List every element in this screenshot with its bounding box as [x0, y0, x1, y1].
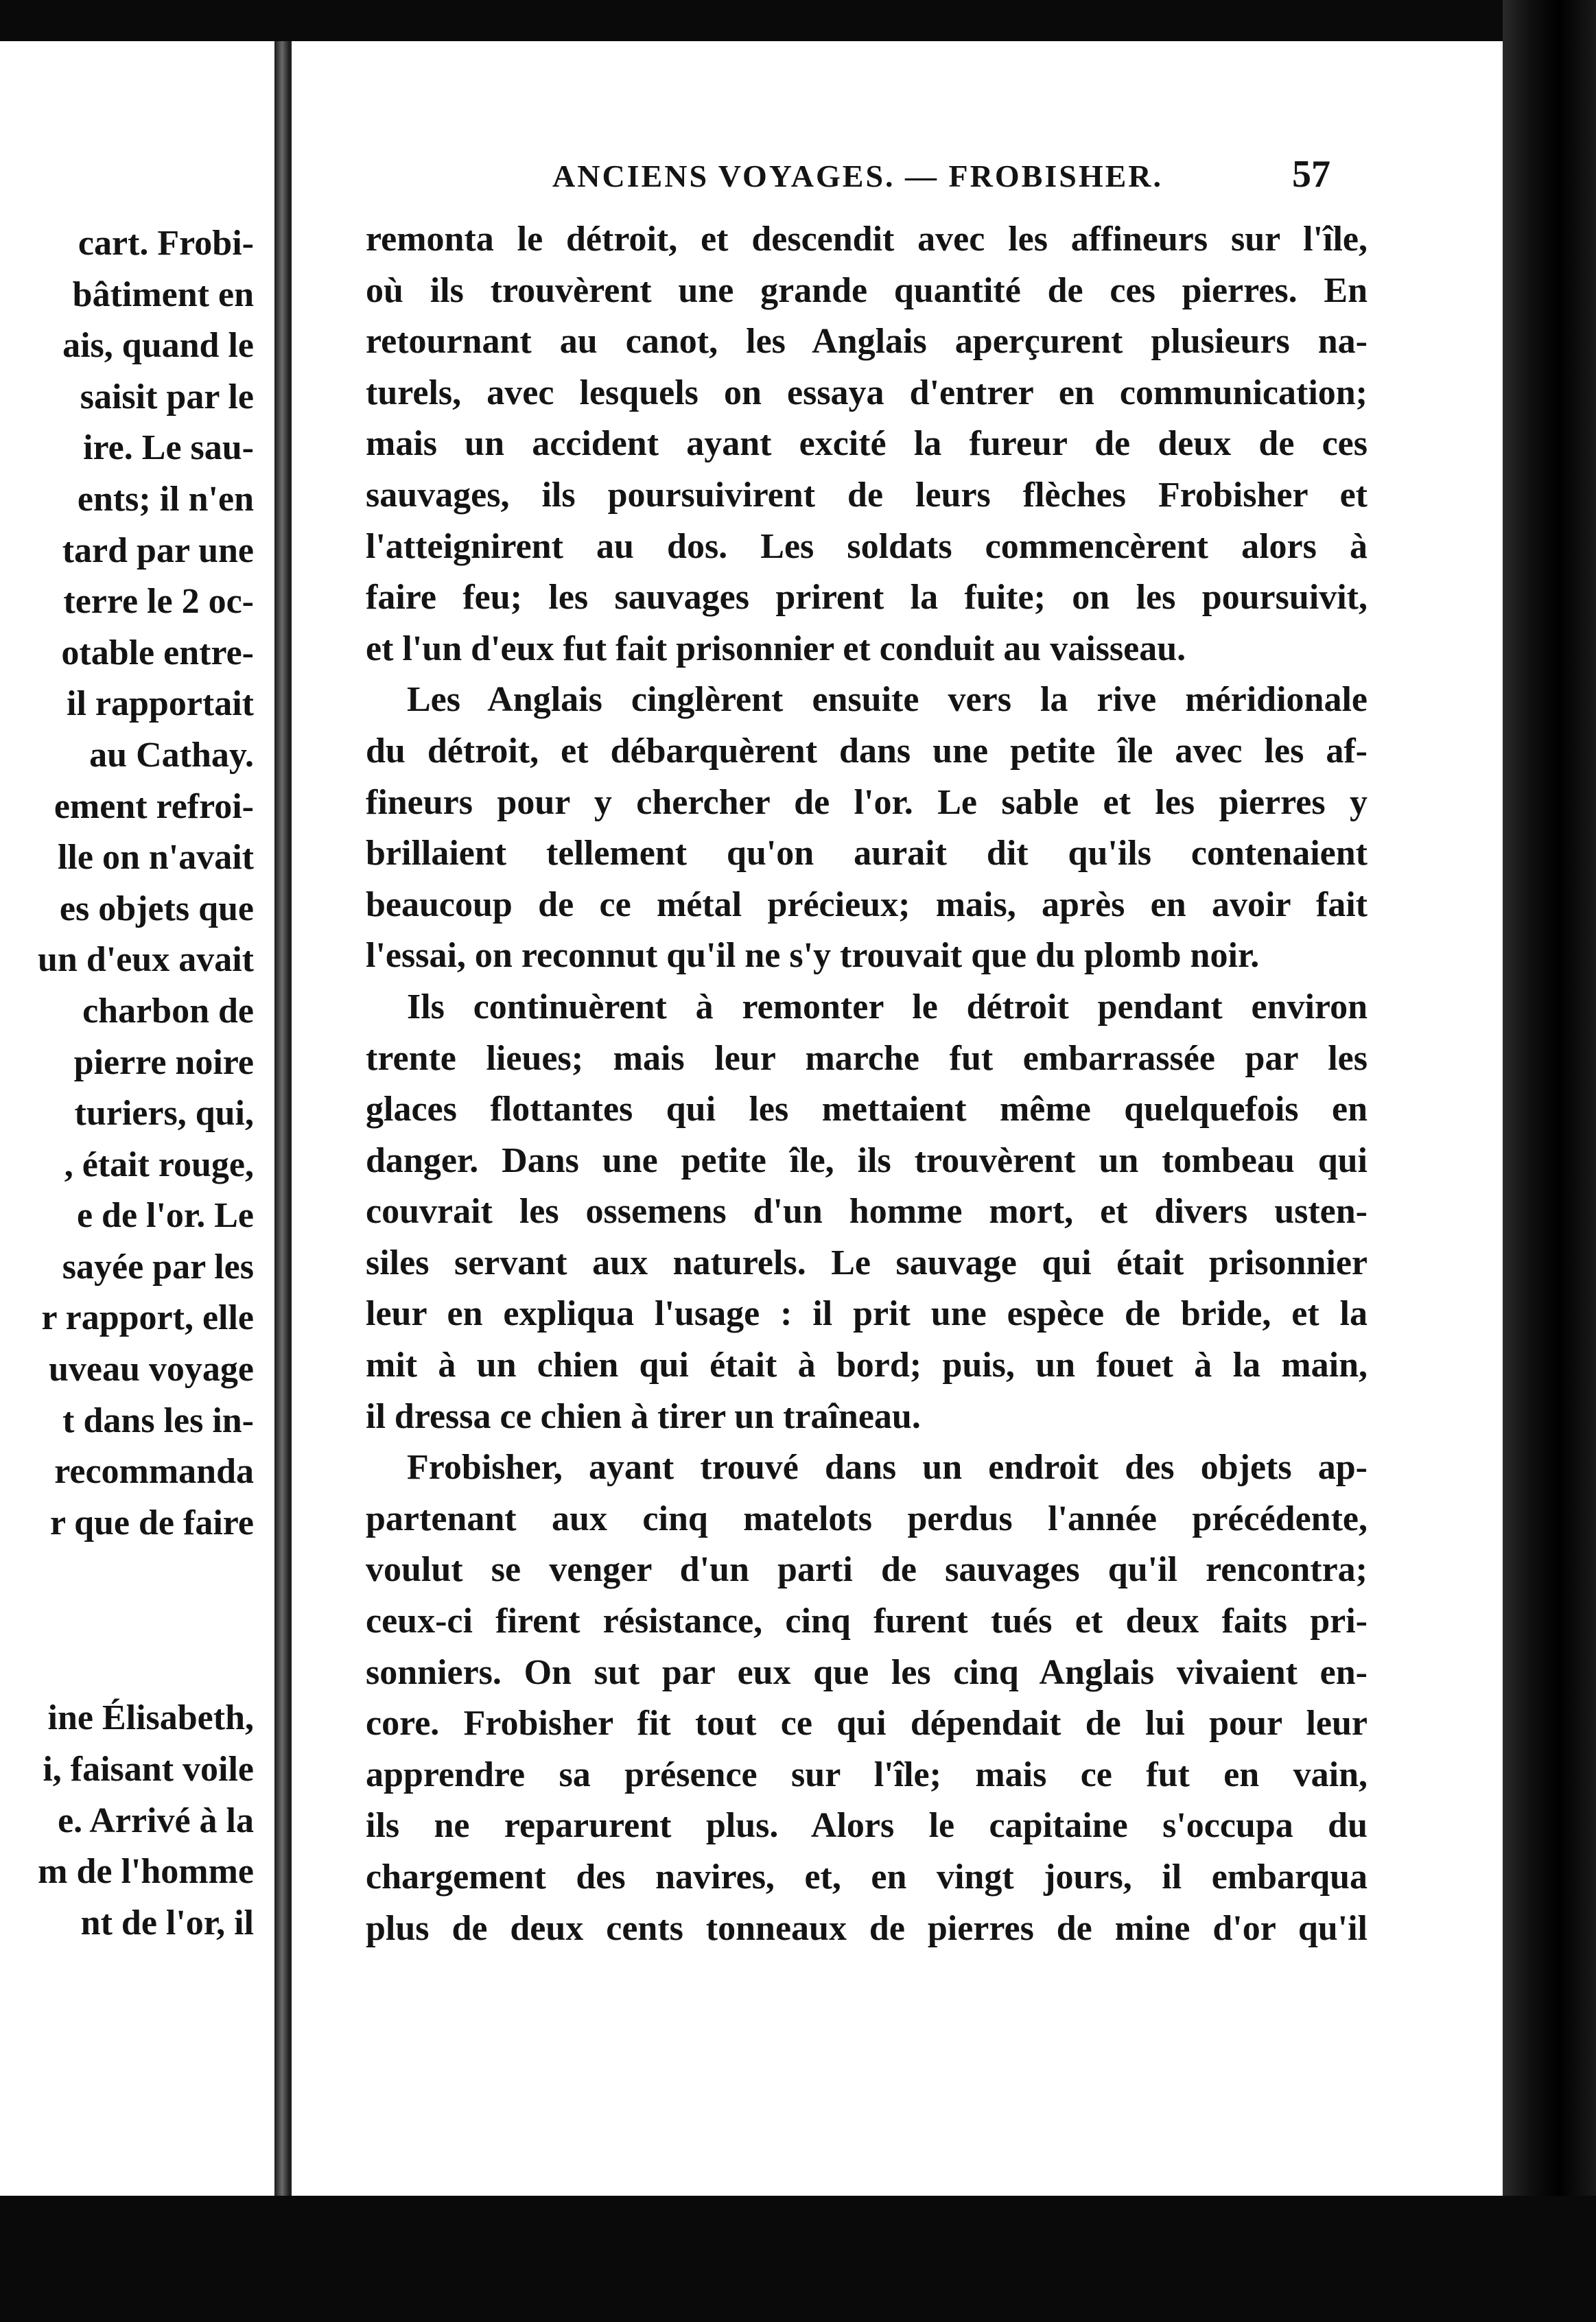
- left-text-line: charbon de: [82, 991, 254, 1031]
- left-text-line: recommanda: [54, 1452, 254, 1492]
- text-line: ceux-ci firent résistance, cinq furent tués et deux faits pri-: [366, 1602, 1368, 1641]
- text-line: trente lieues; mais leur marche fut embarrassée par les: [366, 1038, 1368, 1078]
- left-text-line: turiers, qui,: [74, 1094, 254, 1134]
- left-text-line: terre le 2 oc-: [63, 582, 254, 622]
- text-line: Ils continuèrent à remonter le détroit pendant environ: [407, 987, 1368, 1027]
- text-line: leur en expliqua l'usage : il prit une espèce de bride, et la: [366, 1294, 1368, 1334]
- text-line: glaces flottantes qui les mettaient même quelquefois en: [366, 1090, 1368, 1129]
- text-line: siles servant aux naturels. Le sauvage qui était prisonnier: [366, 1243, 1368, 1282]
- text-line: danger. Dans une petite île, ils trouvèrent un tombeau qui: [366, 1140, 1368, 1180]
- left-text-line: un d'eux avait: [38, 940, 254, 980]
- text-line: fineurs pour y chercher de l'or. Le sable et les pierres y: [366, 782, 1368, 822]
- body-text: [366, 214, 1368, 1954]
- left-text-line: r rapport, elle: [41, 1298, 254, 1338]
- left-text-line: ais, quand le: [62, 326, 254, 366]
- left-text-line: m de l'homme: [38, 1852, 254, 1892]
- text-line: Les Anglais cinglèrent ensuite vers la rive méridionale: [407, 680, 1368, 720]
- text-line: couvrait les ossemens d'un homme mort, et divers usten-: [366, 1192, 1368, 1232]
- page-number: 57: [1292, 153, 1330, 196]
- left-text-line: t dans les in-: [62, 1400, 254, 1440]
- text-line: retournant au canot, les Anglais aperçurent plusieurs na-: [366, 322, 1368, 362]
- left-text-line: es objets que: [59, 889, 254, 928]
- left-text-line: uveau voyage: [49, 1350, 254, 1389]
- text-line: turels, avec lesquels on essaya d'entrer en communication;: [366, 373, 1368, 412]
- text-line: remonta le détroit, et descendit avec les affineurs sur l'île,: [366, 220, 1368, 259]
- text-line: chargement des navires, et, en vingt jours, il embarqua: [366, 1857, 1368, 1897]
- book-gutter: [274, 41, 290, 2196]
- text-line: brillaient tellement qu'on aurait dit qu'ils contenaient: [366, 834, 1368, 873]
- text-line: du détroit, et débarquèrent dans une petite île avec les af-: [366, 731, 1368, 771]
- text-line: ils ne reparurent plus. Alors le capitaine s'occupa du: [366, 1806, 1368, 1846]
- left-text-line: cart. Frobi-: [78, 224, 254, 263]
- text-line: plus de deux cents tonneaux de pierres de mine d'or qu'il: [366, 1908, 1368, 1948]
- left-text-line: tard par une: [62, 530, 254, 570]
- left-text-line: ire. Le sau-: [83, 428, 254, 468]
- text-line: beaucoup de ce métal précieux; mais, après en avoir fait: [366, 884, 1368, 924]
- left-text-line: ement refroi-: [54, 786, 254, 826]
- left-text-line: nt de l'or, il: [80, 1903, 254, 1943]
- scan-bottom-edge: [0, 2196, 1596, 2322]
- left-text-line: saisit par le: [80, 377, 254, 417]
- text-line: il dressa ce chien à tirer un traîneau.: [366, 1396, 921, 1436]
- running-head: [292, 153, 1505, 206]
- text-line: voulut se venger d'un parti de sauvages qu'il rencontra;: [366, 1550, 1368, 1590]
- scan-right-edge: [1503, 0, 1596, 2322]
- left-text-line: ents; il n'en: [77, 479, 254, 519]
- left-text-line: i, faisant voile: [43, 1750, 254, 1790]
- left-blank-area: [0, 1549, 254, 1693]
- text-line: core. Frobisher fit tout ce qui dépendait de lui pour leur: [366, 1704, 1368, 1744]
- left-text-line: otable entre-: [61, 633, 254, 672]
- left-text-line: e. Arrivé à la: [58, 1801, 254, 1840]
- text-line: l'essai, on reconnut qu'il ne s'y trouvait que du plomb noir.: [366, 936, 1260, 976]
- text-line: Frobisher, ayant trouvé dans un endroit des objets ap-: [407, 1448, 1368, 1488]
- left-text-line: il rapportait: [67, 684, 254, 724]
- left-text-line: bâtiment en: [72, 274, 254, 314]
- text-line: partenant aux cinq matelots perdus l'année précédente,: [366, 1499, 1368, 1538]
- text-line: où ils trouvèrent une grande quantité de ces pierres. En: [366, 270, 1368, 310]
- text-line: l'atteignirent au dos. Les soldats commencèrent alors à: [366, 526, 1368, 566]
- left-text-line: pierre noire: [73, 1042, 254, 1082]
- left-text-line: lle on n'avait: [57, 838, 254, 878]
- right-page: [290, 41, 1505, 2196]
- left-text-line: , était rouge,: [64, 1145, 254, 1184]
- text-line: faire feu; les sauvages prirent la fuite; on les poursuivit,: [366, 578, 1368, 618]
- text-line: mais un accident ayant excité la fureur de deux de ces: [366, 424, 1368, 464]
- left-text-line: e de l'or. Le: [76, 1196, 254, 1236]
- text-line: sonniers. On sut par eux que les cinq Anglais vivaient en-: [366, 1652, 1368, 1692]
- text-line: mit à un chien qui était à bord; puis, un fouet à la main,: [366, 1346, 1368, 1385]
- running-head-title: ANCIENS VOYAGES. — FROBISHER.: [552, 159, 1164, 194]
- left-page-fragment: [0, 41, 279, 2196]
- text-line: apprendre sa présence sur l'île; mais ce fut en vain,: [366, 1755, 1368, 1794]
- left-text-line: au Cathay.: [89, 735, 254, 775]
- left-text-line: r que de faire: [49, 1503, 254, 1543]
- left-page-text: [0, 218, 254, 1949]
- text-line: sauvages, ils poursuivirent de leurs flèches Frobisher et: [366, 475, 1368, 515]
- text-line: et l'un d'eux fut fait prisonnier et conduit au vaisseau.: [366, 629, 1186, 668]
- left-text-line: ine Élisabeth,: [47, 1698, 254, 1738]
- left-text-line: sayée par les: [62, 1247, 254, 1287]
